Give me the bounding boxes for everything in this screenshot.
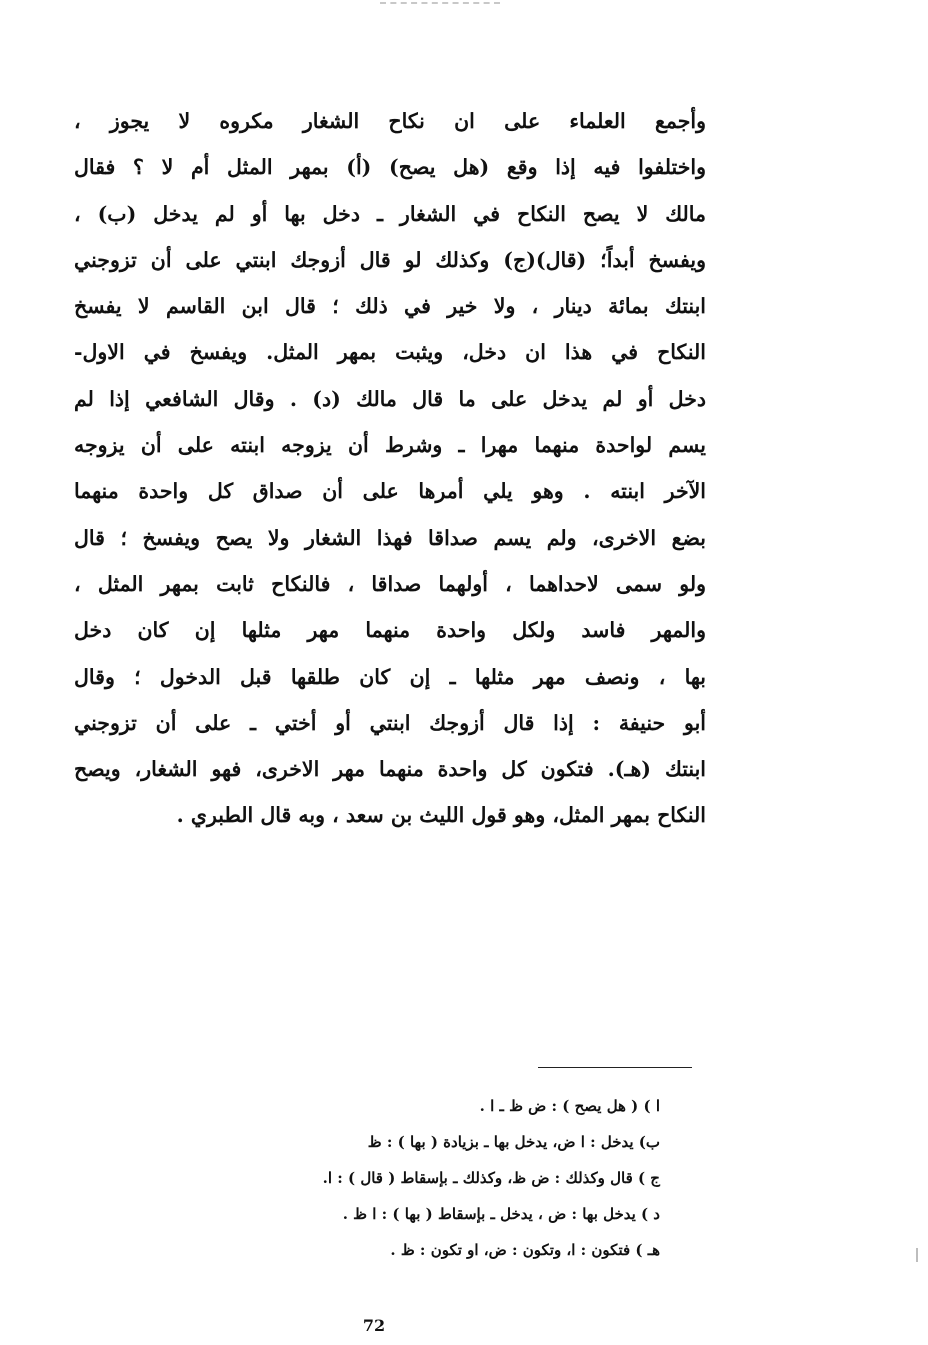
- footnote: هـ ) فتكون : ا، وتكون : ض، او تكون : ظ .: [390, 1241, 660, 1259]
- text-line: النكاح بمهر المثل، وهو قول الليث بن سعد ، وبه قال الطبري .: [176, 803, 706, 828]
- text-line: أبو حنيفة : إذا قال أزوجك ابنتي أو أختي ـ على أن تزوجني: [74, 710, 706, 735]
- scan-top-mark: [380, 2, 500, 8]
- text-line: وأجمع العلماء على ان نكاح الشغار مكروه لا يجوز ،: [74, 109, 706, 133]
- page-number: 72: [362, 1316, 386, 1335]
- text-line: بها ، ونصف مهر مثلها ـ إن كان طلقها قبل الدخول ؛ وقال: [74, 664, 706, 689]
- text-line: الآخر ابنته . وهو يلي أمرها على أن صداق كل واحدة منهما: [74, 479, 706, 504]
- text-line: مالك لا يصح النكاح في الشغار ـ دخل بها أو لم يدخل (ب) ،: [74, 201, 706, 226]
- scan-margin-mark: [916, 1248, 918, 1262]
- text-line: ابنتك (هـ). فتكون كل واحدة منهما مهر الاخرى، فهو الشغار، ويصح: [74, 757, 706, 782]
- main-text-block: [74, 98, 706, 839]
- text-line: دخل أو لم يدخل على ما قال مالك (د) . وقال الشافعي إذا لم: [74, 386, 706, 411]
- footnote: ج ) قال وكذلك : ض ظ، وكذلك ـ بإسقاط ( قال ) : ا.: [322, 1169, 660, 1187]
- text-line: النكاح في هذا ان دخل، ويثبت بمهر المثل. ويفسخ في الاول-: [74, 340, 706, 365]
- text-line: بضع الاخرى، ولم يسم صداقا فهذا الشغار ولا يصح ويفسخ ؛ قال: [74, 525, 706, 550]
- footnotes-block: [200, 1088, 660, 1268]
- text-line: واختلفوا فيه إذا وقع (هل يصح) (أ) بمهر المثل أم لا ؟ فقال: [74, 155, 706, 180]
- text-line: ابنتك بمائة دينار ، ولا خير في ذلك ؛ قال ابن القاسم لا يفسخ: [74, 294, 706, 319]
- footnote: ب) يدخل : ا ض، يدخل بها ـ بزيادة ( بها ) : ظ: [367, 1133, 660, 1151]
- footnote-separator: [538, 1067, 692, 1068]
- text-line: ولو سمى لاحداهما ، أولهما صداقا ، فالنكاح ثابت بمهر المثل ،: [74, 571, 706, 596]
- footnote: د ) يدخل بها : ض ، يدخل ـ بإسقاط ( بها ) : ا ظ .: [342, 1205, 660, 1223]
- text-line: والمهر فاسد ولكل واحدة منهما مهر مثلها إن كان دخل: [74, 618, 706, 643]
- text-line: ويفسخ أبداً؛ (قال)(ج) وكذلك لو قال أزوجك ابنتي على أن تزوجني: [74, 247, 706, 272]
- text-line: يسم لواحدة منهما مهرا ـ وشرط أن يزوجه ابنته على أن يزوجه: [74, 433, 706, 458]
- footnote: ا ) ( هل يصح ) : ض ظ ـ ا .: [479, 1097, 660, 1115]
